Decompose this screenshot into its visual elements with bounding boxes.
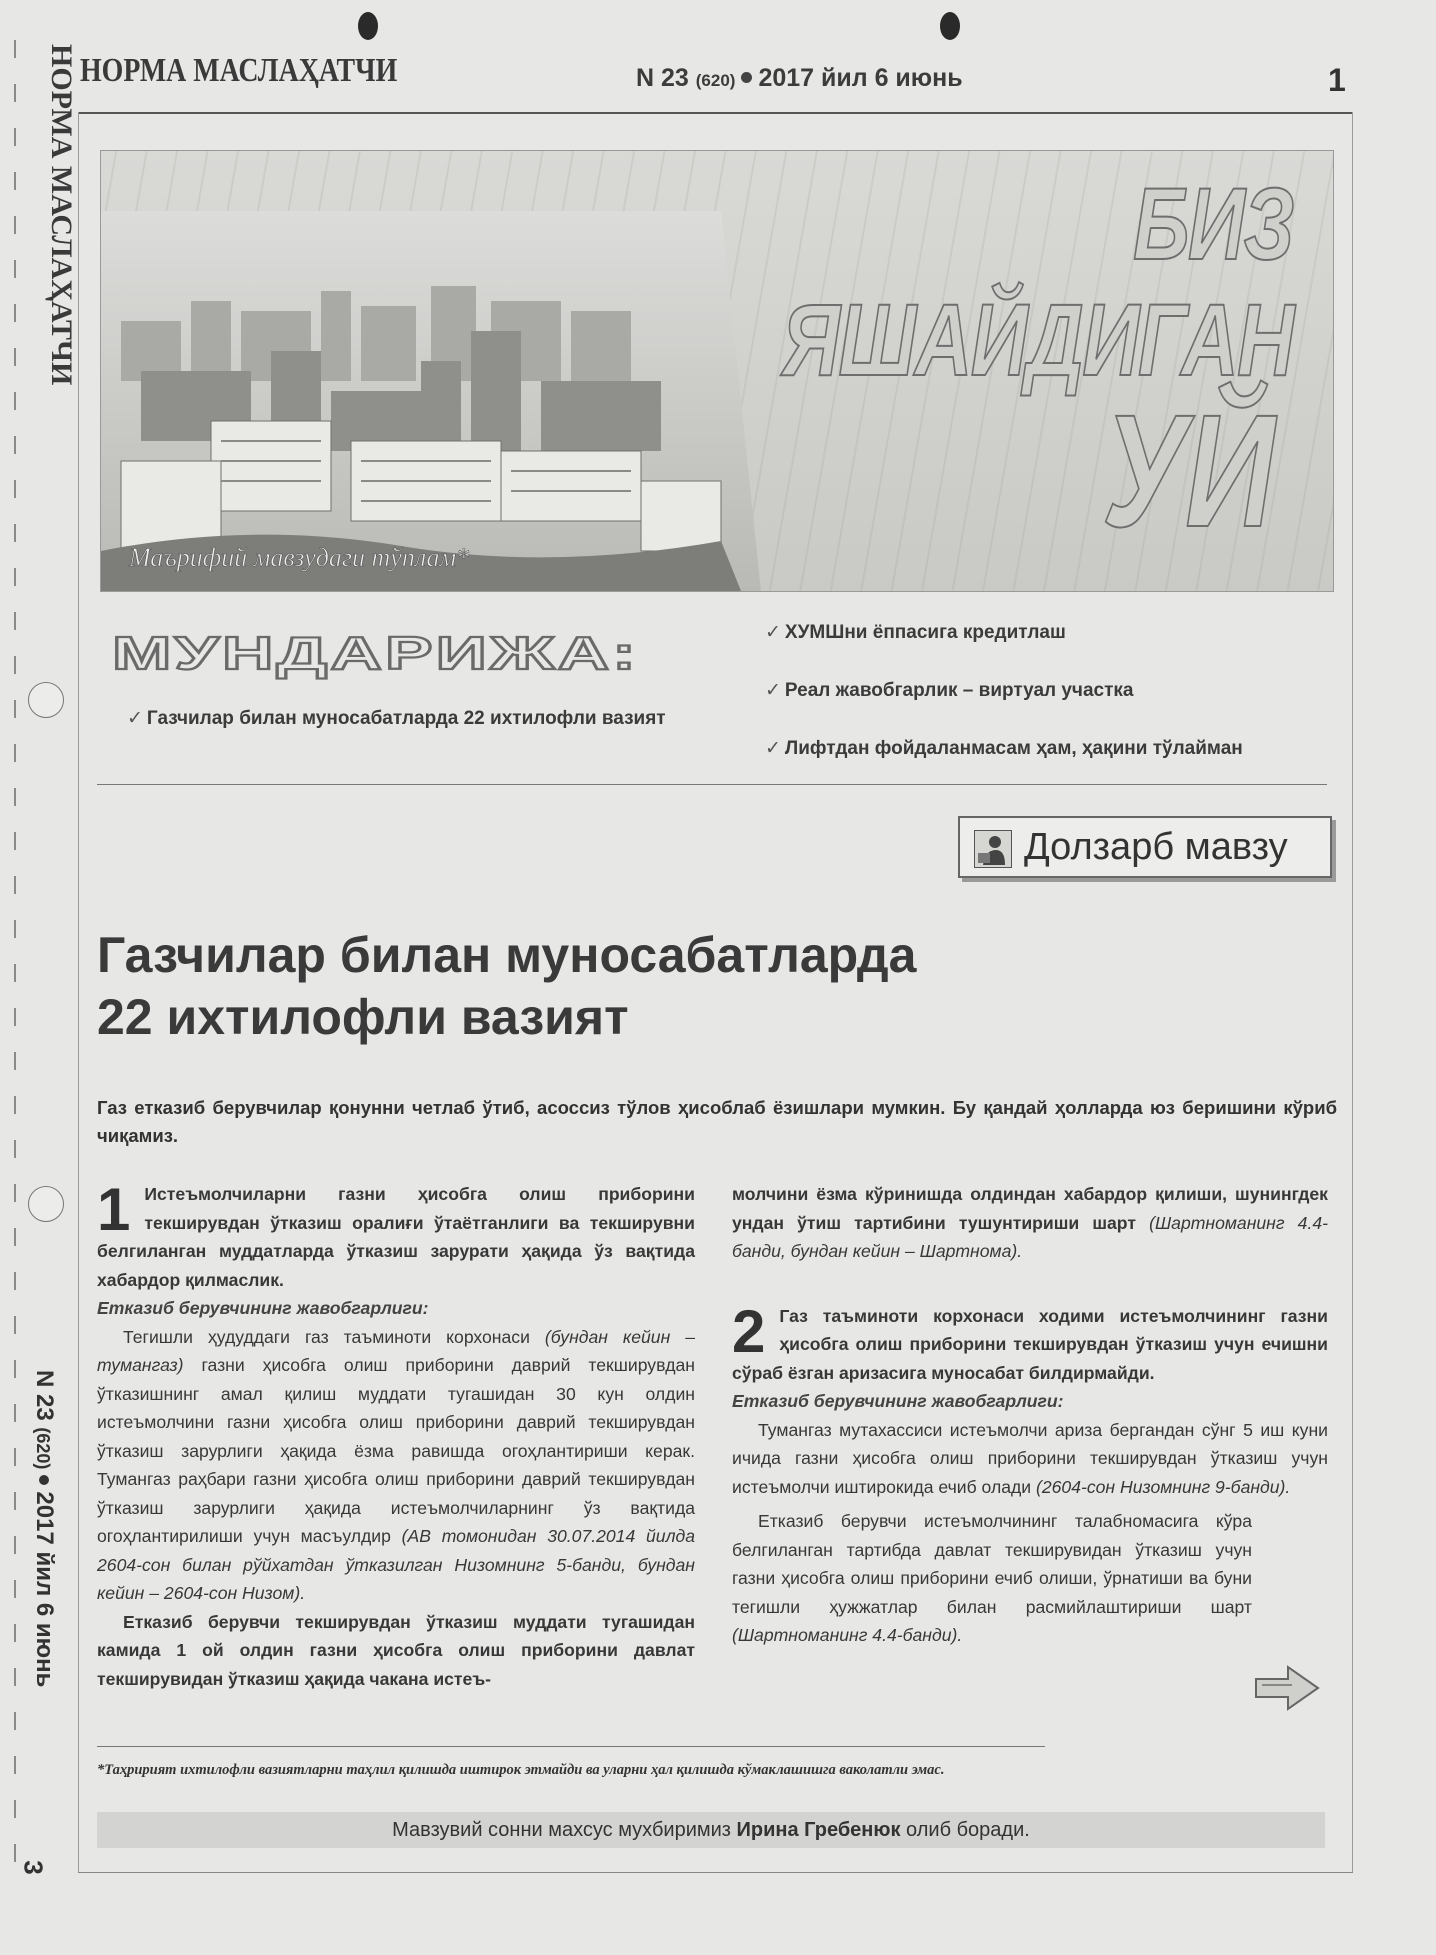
page-frame-right: [1352, 112, 1353, 1872]
contents-item[interactable]: ✓ Газчилар билан муносабатларда 22 ихтилофли вазият: [127, 708, 666, 729]
binder-ring-icon: [28, 682, 64, 718]
responsibility-heading: Етказиб берувчининг жавобгарлиги:: [97, 1298, 429, 1318]
binder-ring-icon: [28, 1186, 64, 1222]
continue-arrow-icon[interactable]: [1252, 1663, 1322, 1718]
case-1-statement: 1 Истеъмолчиларни газни ҳисобга олиш приборини текширувдан ўтказиш оралиғи ўтаётганлиги ва текширувни белгиланган муддатларда ўтказиш зарурати ҳақида ўз вақтида хабардор қилмаслик.: [97, 1176, 695, 1290]
editor-name: Ирина Гребенюк: [736, 1819, 901, 1841]
footnote: *Таҳририят ихтилофли вазиятларни таҳлил қилишда иштирок этмайди ва уларни ҳал қилишда кўмаклашишга ваколатли эмас.: [97, 1762, 945, 1778]
checkmark-icon: ✓: [765, 680, 781, 701]
side-dashed-line: [14, 40, 16, 1880]
article-column-left: [97, 1176, 696, 1693]
page-frame-left: [78, 112, 79, 1872]
responsibility-heading: Етказиб берувчининг жавобгарлиги:: [732, 1391, 1064, 1411]
hero-title-line2: ЯШАЙДИГАН: [782, 283, 1293, 397]
case-1-continued: молчини ёзма кўринишда олдиндан хабардор қилиши, шунингдек ундан ўтиш тартибини тушунтириши шарт (Шартноманинг 4.4-банди, бундан кейин – Шартнома).: [732, 1184, 1328, 1261]
punch-hole-icon: [358, 12, 378, 40]
punch-hole-icon: [940, 12, 960, 40]
bullet-icon: [39, 1475, 49, 1485]
case-1-body-2: Етказиб берувчи текширувдан ўтказиш муддати тугашидан камида 1 ой олдин газни ҳисобга олиш приборини давлат текширувидан ўтказиш ҳақида чакана истеъ-: [97, 1611, 695, 1689]
hero-title-line1: БИЗ: [1133, 167, 1293, 281]
contents-item[interactable]: ✓ Лифтдан фойдаланмасам ҳам, ҳақини тўлайман: [765, 738, 1243, 759]
contents-item[interactable]: ✓ ХУМШни ёппасига кредитлаш: [765, 622, 1066, 643]
article-column-right: [732, 1180, 1328, 1650]
masthead: НОРМА МАСЛАҲАТЧИ: [80, 52, 398, 89]
topic-box: [958, 816, 1332, 878]
issue-info: N 23 (620) 2017 йил 6 июнь: [636, 64, 963, 92]
side-page-number: 3: [18, 1860, 49, 1875]
checkmark-icon: ✓: [765, 738, 781, 759]
case-2-body-2: Етказиб берувчи истеъмолчининг талабномасига кўра белгиланган тартибда давлат текширувидан ўтказиш учун газни ҳисобга олиш приборини ечиб олиши, ўрнатиши ва буни тегишли ҳужжатлар билан расмийлаштириши шарт (Шартноманинг 4.4-банди).: [732, 1511, 1252, 1645]
case-2-statement: 2 Газ таъминоти корхонаси ходими истеъмолчининг газни ҳисобга олиш приборини текширувдан ўтказиш учун ечишни сўраб ёзган аризасига муносабат билдирмайди.: [732, 1297, 1328, 1383]
header-rule: [78, 112, 1353, 114]
contents-divider: [97, 784, 1327, 785]
case-number: 2: [732, 1297, 766, 1365]
article-lead: Газ етказиб берувчилар қонунни четлаб ўтиб, асоссиз тўлов ҳисоблаб ёзишлари мумкин. Бу қандай ҳолларда юз беришини кўриб чиқамиз.: [97, 1097, 1337, 1146]
contents-item[interactable]: ✓ Реал жавобгарлик – виртуал участка: [765, 680, 1134, 701]
person-icon: [974, 830, 1012, 868]
page-bottom-rule: [78, 1872, 1353, 1873]
editor-banner: Мавзувий сонни махсус мухбиримиз Ирина Гребенюк олиб боради.: [97, 1812, 1325, 1848]
side-issue-info: N 23 (620)2017 йил 6 июнь: [31, 1370, 58, 1688]
topic-label: Долзарб мавзу: [1024, 826, 1288, 868]
hero-title-line3: УЙ: [1101, 381, 1273, 560]
hero-banner: [100, 150, 1334, 592]
bullet-icon: [741, 72, 752, 83]
checkmark-icon: ✓: [765, 622, 781, 643]
case-2-body: Тумангаз мутахассиси истеъмолчи ариза бергандан сўнг 5 иш куни ичида газни ҳисобга олиш приборини текширувдан ўтказиш учун истеъмолчи иштирокида ечиб олади (2604-сон Низомнинг 9-банди).: [732, 1419, 1328, 1497]
case-number: 1: [97, 1176, 131, 1243]
contents-heading: МУНДАРИЖА:: [112, 627, 640, 679]
case-1-body: Тегишли ҳудуддаги газ таъминоти корхонаси (бундан кейин – тумангаз) газни ҳисобга олиш приборини даврий текширувдан ўтказишнинг амал қилиш муддати тугашидан 30 кун олдин истеъмолчини газни ҳисобга олиш приборини даврий текширувдан ўтказиш зарурлиги ҳақида ёзма равишда огоҳлантириши керак. Тумангаз раҳбари газни ҳисобга олиш приборини даврий текширувдан ўтказиш зарурлиги ҳақида истеъмолчиларнинг ўз вақтида огоҳлантирилиши учун масъулдир (АВ томонидан 30.07.2014 йилда 2604-сон билан рўйхатдан ўтказилган Низомнинг 5-банди, бундан кейин – 2604-сон Низом).: [97, 1326, 696, 1603]
article-headline: Газчилар билан муносабатларда 22 ихтилофли вазият: [97, 927, 917, 1045]
page-number: 1: [1328, 62, 1346, 98]
footnote-rule: [97, 1746, 1045, 1747]
hero-subtitle: Маърифий мавзудаги тўплам*: [129, 543, 470, 572]
checkmark-icon: ✓: [127, 708, 143, 729]
side-masthead: НОРМА МАСЛАҲАТЧИ: [45, 44, 78, 386]
